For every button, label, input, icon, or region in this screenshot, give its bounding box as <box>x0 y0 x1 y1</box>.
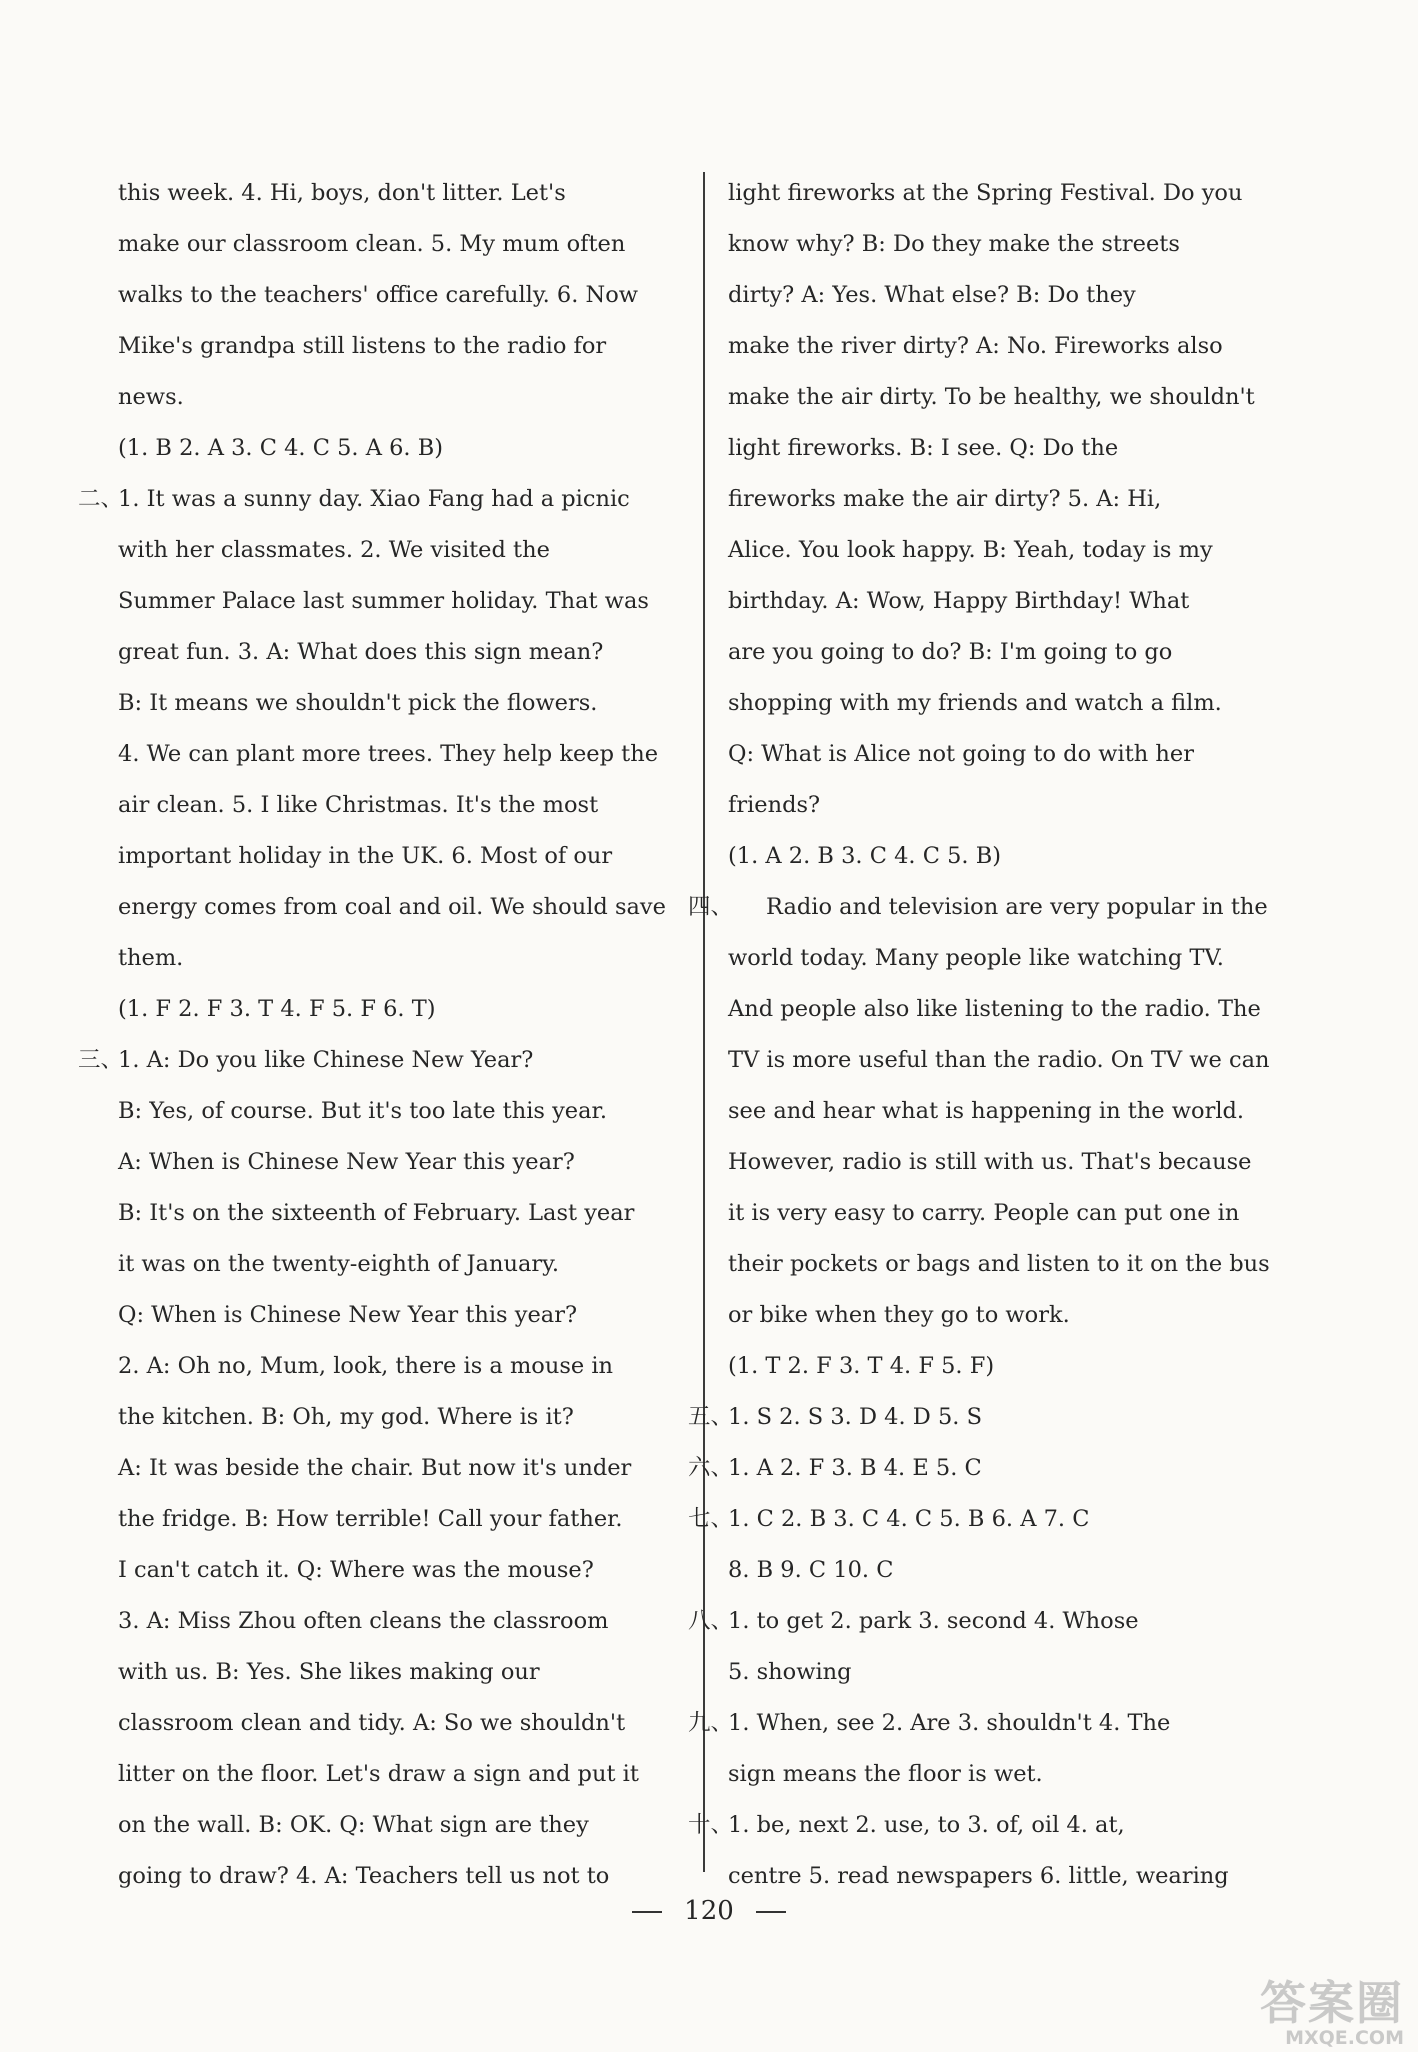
page-number <box>0 1896 1418 1926</box>
line-text: (1. T 2. F 3. T 4. F 5. F) <box>728 1353 995 1379</box>
text-line <box>118 678 680 729</box>
text-line <box>728 933 1288 984</box>
text-line <box>728 729 1288 780</box>
line-text: sign means the floor is wet. <box>728 1761 1043 1787</box>
text-line <box>118 1698 680 1749</box>
line-text: B: It means we shouldn't pick the flowers. <box>118 690 598 716</box>
text-line <box>688 1800 1288 1851</box>
watermark-url: MXQE.COM <box>1285 2027 1404 2049</box>
line-text: are you going to do? B: I'm going to go <box>728 639 1173 665</box>
text-line <box>728 219 1288 270</box>
line-text: energy comes from coal and oil. We should save <box>118 894 666 920</box>
section-label: 七、 <box>688 1506 734 1532</box>
text-line <box>728 423 1288 474</box>
line-text: 5. showing <box>728 1659 852 1685</box>
text-line <box>118 270 680 321</box>
text-line <box>118 1800 680 1851</box>
text-line <box>118 1341 680 1392</box>
line-text: with her classmates. 2. We visited the <box>118 537 550 563</box>
line-text: Q: When is Chinese New Year this year? <box>118 1302 578 1328</box>
line-text: know why? B: Do they make the streets <box>728 231 1180 257</box>
text-line <box>728 627 1288 678</box>
text-line <box>118 1851 680 1902</box>
line-text: classroom clean and tidy. A: So we shouldn't <box>118 1710 626 1736</box>
line-text: B: It's on the sixteenth of February. Last year <box>118 1200 635 1226</box>
line-text: TV is more useful than the radio. On TV we can <box>728 1047 1270 1073</box>
text-line <box>118 627 680 678</box>
text-line <box>688 1392 1288 1443</box>
line-text: 4. We can plant more trees. They help keep the <box>118 741 659 767</box>
text-line <box>118 219 680 270</box>
text-line <box>118 729 680 780</box>
line-text: centre 5. read newspapers 6. little, wearing <box>728 1863 1229 1889</box>
line-text: 1. It was a sunny day. Xiao Fang had a picnic <box>118 486 630 512</box>
text-line <box>728 474 1288 525</box>
text-line <box>118 1188 680 1239</box>
text-line <box>118 321 680 372</box>
text-line <box>688 1494 1288 1545</box>
dash-left <box>632 1911 662 1913</box>
text-line <box>118 984 680 1035</box>
text-line <box>728 1851 1288 1902</box>
line-text: it is very easy to carry. People can put one in <box>728 1200 1240 1226</box>
line-text: Summer Palace last summer holiday. That was <box>118 588 649 614</box>
line-text: A: When is Chinese New Year this year? <box>118 1149 575 1175</box>
text-line <box>118 372 680 423</box>
text-line <box>118 1290 680 1341</box>
text-line <box>118 1749 680 1800</box>
text-line <box>728 984 1288 1035</box>
text-line <box>78 474 680 525</box>
text-line <box>728 525 1288 576</box>
text-line <box>728 1035 1288 1086</box>
text-line <box>728 321 1288 372</box>
line-text: fireworks make the air dirty? 5. A: Hi, <box>728 486 1162 512</box>
line-text: And people also like listening to the radio. The <box>728 996 1261 1022</box>
text-line <box>728 1188 1288 1239</box>
text-line <box>118 1392 680 1443</box>
line-text: world today. Many people like watching TV. <box>728 945 1224 971</box>
text-line <box>728 1239 1288 1290</box>
text-line <box>728 1341 1288 1392</box>
text-line <box>728 576 1288 627</box>
line-text: B: Yes, of course. But it's too late this year. <box>118 1098 607 1124</box>
line-text: 1. to get 2. park 3. second 4. Whose <box>728 1608 1139 1634</box>
line-text: on the wall. B: OK. Q: What sign are they <box>118 1812 589 1838</box>
text-line <box>728 1086 1288 1137</box>
line-text: However, radio is still with us. That's because <box>728 1149 1252 1175</box>
text-line <box>688 882 1288 933</box>
line-text: their pockets or bags and listen to it on the bus <box>728 1251 1270 1277</box>
section-label: 五、 <box>688 1404 734 1430</box>
text-line <box>728 1137 1288 1188</box>
line-text: see and hear what is happening in the world. <box>728 1098 1245 1124</box>
line-text: with us. B: Yes. She likes making our <box>118 1659 540 1685</box>
text-line <box>118 1647 680 1698</box>
line-text: make the air dirty. To be healthy, we shouldn't <box>728 384 1255 410</box>
text-line <box>118 1137 680 1188</box>
section-label: 十、 <box>688 1812 734 1838</box>
section-label: 九、 <box>688 1710 734 1736</box>
dash-right <box>756 1911 786 1913</box>
line-text: I can't catch it. Q: Where was the mouse? <box>118 1557 594 1583</box>
text-line <box>728 372 1288 423</box>
text-line <box>118 831 680 882</box>
line-text: or bike when they go to work. <box>728 1302 1070 1328</box>
line-text: (1. F 2. F 3. T 4. F 5. F 6. T) <box>118 996 436 1022</box>
line-text: (1. A 2. B 3. C 4. C 5. B) <box>728 843 1002 869</box>
right-column <box>688 168 1288 1902</box>
section-label: 四、 <box>688 894 734 920</box>
line-text: light fireworks. B: I see. Q: Do the <box>728 435 1119 461</box>
line-text: Radio and television are very popular in the <box>766 894 1268 920</box>
watermark-title: 答案圈 <box>1260 1976 1404 2030</box>
watermark-logo <box>1194 1978 1404 2048</box>
text-line <box>118 423 680 474</box>
text-line <box>118 1239 680 1290</box>
line-text: dirty? A: Yes. What else? B: Do they <box>728 282 1136 308</box>
line-text: light fireworks at the Spring Festival. Do you <box>728 180 1243 206</box>
line-text: great fun. 3. A: What does this sign mean? <box>118 639 604 665</box>
line-text: 1. When, see 2. Are 3. shouldn't 4. The <box>728 1710 1171 1736</box>
line-text: the fridge. B: How terrible! Call your father. <box>118 1506 623 1532</box>
line-text: Alice. You look happy. B: Yeah, today is my <box>728 537 1213 563</box>
line-text: make the river dirty? A: No. Fireworks also <box>728 333 1223 359</box>
line-text: walks to the teachers' office carefully. 6. Now <box>118 282 638 308</box>
line-text: them. <box>118 945 184 971</box>
line-text: 1. A 2. F 3. B 4. E 5. C <box>728 1455 982 1481</box>
text-line <box>118 1494 680 1545</box>
line-text: Mike's grandpa still listens to the radio for <box>118 333 607 359</box>
text-line <box>728 1545 1288 1596</box>
page-number-text: 120 <box>684 1896 734 1926</box>
text-line <box>688 1698 1288 1749</box>
left-column <box>78 168 680 1902</box>
text-line <box>728 831 1288 882</box>
line-text: (1. B 2. A 3. C 4. C 5. A 6. B) <box>118 435 444 461</box>
line-text: shopping with my friends and watch a film. <box>728 690 1222 716</box>
line-text: 3. A: Miss Zhou often cleans the classroom <box>118 1608 609 1634</box>
line-text: the kitchen. B: Oh, my god. Where is it? <box>118 1404 574 1430</box>
line-text: birthday. A: Wow, Happy Birthday! What <box>728 588 1190 614</box>
text-line <box>118 1086 680 1137</box>
line-text: air clean. 5. I like Christmas. It's the most <box>118 792 599 818</box>
text-line <box>118 882 680 933</box>
line-text: going to draw? 4. A: Teachers tell us not to <box>118 1863 610 1889</box>
line-text: 1. C 2. B 3. C 4. C 5. B 6. A 7. C <box>728 1506 1090 1532</box>
line-text: 1. be, next 2. use, to 3. of, oil 4. at, <box>728 1812 1125 1838</box>
line-text: Q: What is Alice not going to do with her <box>728 741 1194 767</box>
line-text: important holiday in the UK. 6. Most of our <box>118 843 613 869</box>
text-line <box>118 1596 680 1647</box>
text-line <box>728 1749 1288 1800</box>
line-text: litter on the floor. Let's draw a sign and put it <box>118 1761 639 1787</box>
line-text: 8. B 9. C 10. C <box>728 1557 894 1583</box>
line-text: it was on the twenty-eighth of January. <box>118 1251 559 1277</box>
line-text: A: It was beside the chair. But now it's under <box>118 1455 632 1481</box>
line-text: 2. A: Oh no, Mum, look, there is a mouse in <box>118 1353 614 1379</box>
text-line <box>118 576 680 627</box>
section-label: 六、 <box>688 1455 734 1481</box>
text-line <box>688 1596 1288 1647</box>
text-line <box>728 270 1288 321</box>
text-line <box>728 1290 1288 1341</box>
section-label: 八、 <box>688 1608 734 1634</box>
text-line <box>728 1647 1288 1698</box>
text-line <box>118 780 680 831</box>
section-label: 二、 <box>78 486 124 512</box>
text-line <box>118 168 680 219</box>
text-line <box>728 678 1288 729</box>
text-line <box>728 780 1288 831</box>
line-text: make our classroom clean. 5. My mum often <box>118 231 626 257</box>
line-text: 1. S 2. S 3. D 4. D 5. S <box>728 1404 983 1430</box>
section-label: 三、 <box>78 1047 124 1073</box>
line-text: this week. 4. Hi, boys, don't litter. Let's <box>118 180 566 206</box>
text-line <box>118 1545 680 1596</box>
line-text: friends? <box>728 792 821 818</box>
text-line <box>728 168 1288 219</box>
text-line <box>118 933 680 984</box>
line-text: news. <box>118 384 184 410</box>
text-line <box>118 1443 680 1494</box>
line-text: 1. A: Do you like Chinese New Year? <box>118 1047 534 1073</box>
text-line <box>688 1443 1288 1494</box>
text-line <box>118 525 680 576</box>
text-line <box>78 1035 680 1086</box>
